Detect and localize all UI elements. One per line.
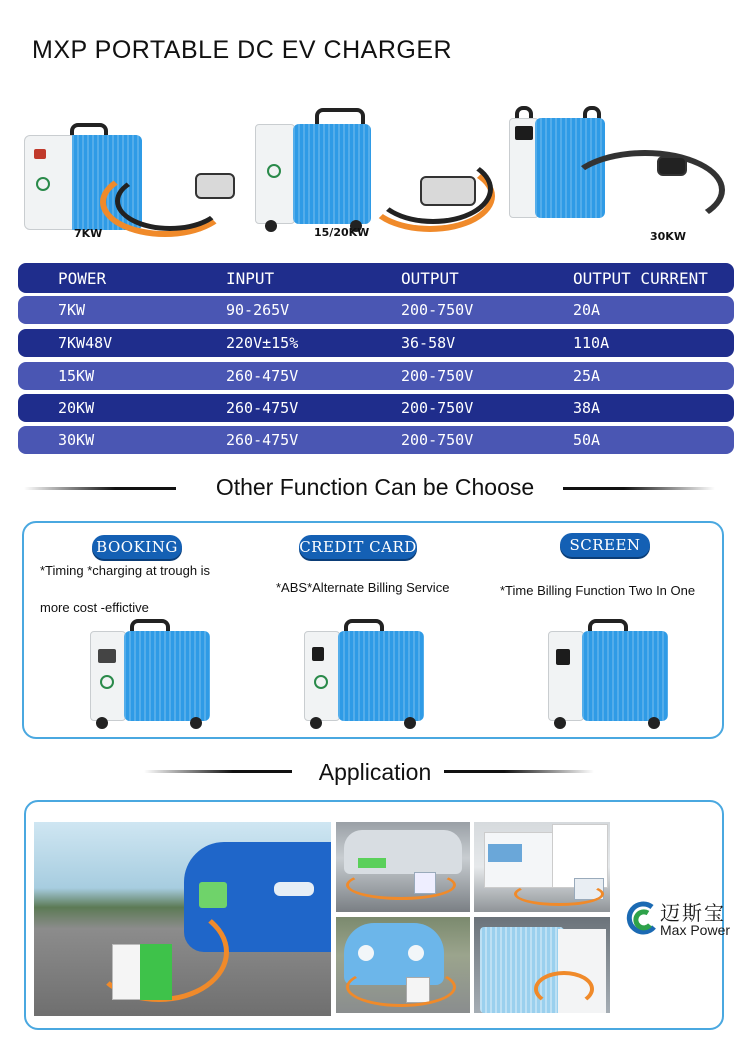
table-row [18, 394, 734, 422]
booking-desc-line1: *Timing *charging at trough is [40, 563, 211, 578]
product-30kw-image [505, 100, 730, 240]
screen-pill: SCREEN [560, 533, 650, 557]
cell-power: 7KW48V [58, 334, 113, 352]
application-heading: Application [318, 759, 432, 785]
application-photo-suv [336, 822, 470, 912]
table-row [18, 426, 734, 454]
brand-name-en: Max Power [660, 922, 731, 938]
header-input: INPUT [226, 268, 275, 288]
product-7kw-image [20, 115, 250, 245]
spec-table-header [18, 263, 734, 293]
cell-input: 260-475V [226, 431, 299, 449]
functions-panel [22, 521, 724, 739]
cell-output-current: 20A [573, 301, 601, 319]
page-title: MXP PORTABLE DC EV CHARGER [32, 36, 453, 64]
product-caption-7kw: 7KW [74, 227, 103, 240]
cell-input: 260-475V [226, 399, 299, 417]
screen-desc: *Time Billing Function Two In One [500, 583, 696, 598]
header-output: OUTPUT [401, 268, 459, 288]
credit-card-pill: CREDIT CARD [299, 535, 417, 559]
product-caption-30kw: 30KW [650, 230, 686, 243]
application-photo-truck [474, 822, 610, 912]
cell-input: 220V±15% [226, 334, 299, 352]
application-photo-charger-closeup [474, 917, 610, 1013]
table-row [18, 362, 734, 390]
divider-right [444, 770, 594, 773]
application-photo-mini-car [336, 917, 470, 1013]
table-row [18, 296, 734, 324]
brand-name-cn: 迈斯宝 [660, 901, 726, 925]
cell-output-current: 25A [573, 367, 601, 385]
header-power: POWER [58, 268, 107, 288]
booking-desc-line2: more cost -effictive [40, 600, 149, 615]
cell-input: 90-265V [226, 301, 290, 319]
brand-mark-icon [624, 899, 658, 939]
divider-right [563, 487, 715, 490]
cell-input: 260-475V [226, 367, 299, 385]
cell-power: 20KW [58, 399, 95, 417]
cell-power: 7KW [58, 301, 86, 319]
booking-pill: BOOKING [92, 535, 182, 559]
header-output-current: OUTPUT CURRENT [573, 268, 708, 288]
table-row [18, 329, 734, 357]
cell-output-current: 110A [573, 334, 610, 352]
cell-output: 200-750V [401, 367, 474, 385]
cell-output: 36-58V [401, 334, 456, 352]
cell-output: 200-750V [401, 399, 474, 417]
cell-output: 200-750V [401, 431, 474, 449]
brand-logo [624, 897, 734, 943]
product-15-20kw-image [255, 108, 500, 238]
cell-power: 30KW [58, 431, 95, 449]
functions-heading: Other Function Can be Choose [215, 474, 535, 500]
booking-charger-image [90, 619, 212, 731]
product-caption-15-20kw: 15/20KW [314, 226, 370, 239]
application-photo-car-charging [34, 822, 331, 1016]
screen-charger-image [548, 619, 670, 731]
credit-card-charger-image [304, 619, 426, 731]
credit-card-desc: *ABS*Alternate Billing Service [276, 580, 450, 595]
cell-output-current: 38A [573, 399, 601, 417]
cell-output-current: 50A [573, 431, 601, 449]
cell-output: 200-750V [401, 301, 474, 319]
cell-power: 15KW [58, 367, 95, 385]
